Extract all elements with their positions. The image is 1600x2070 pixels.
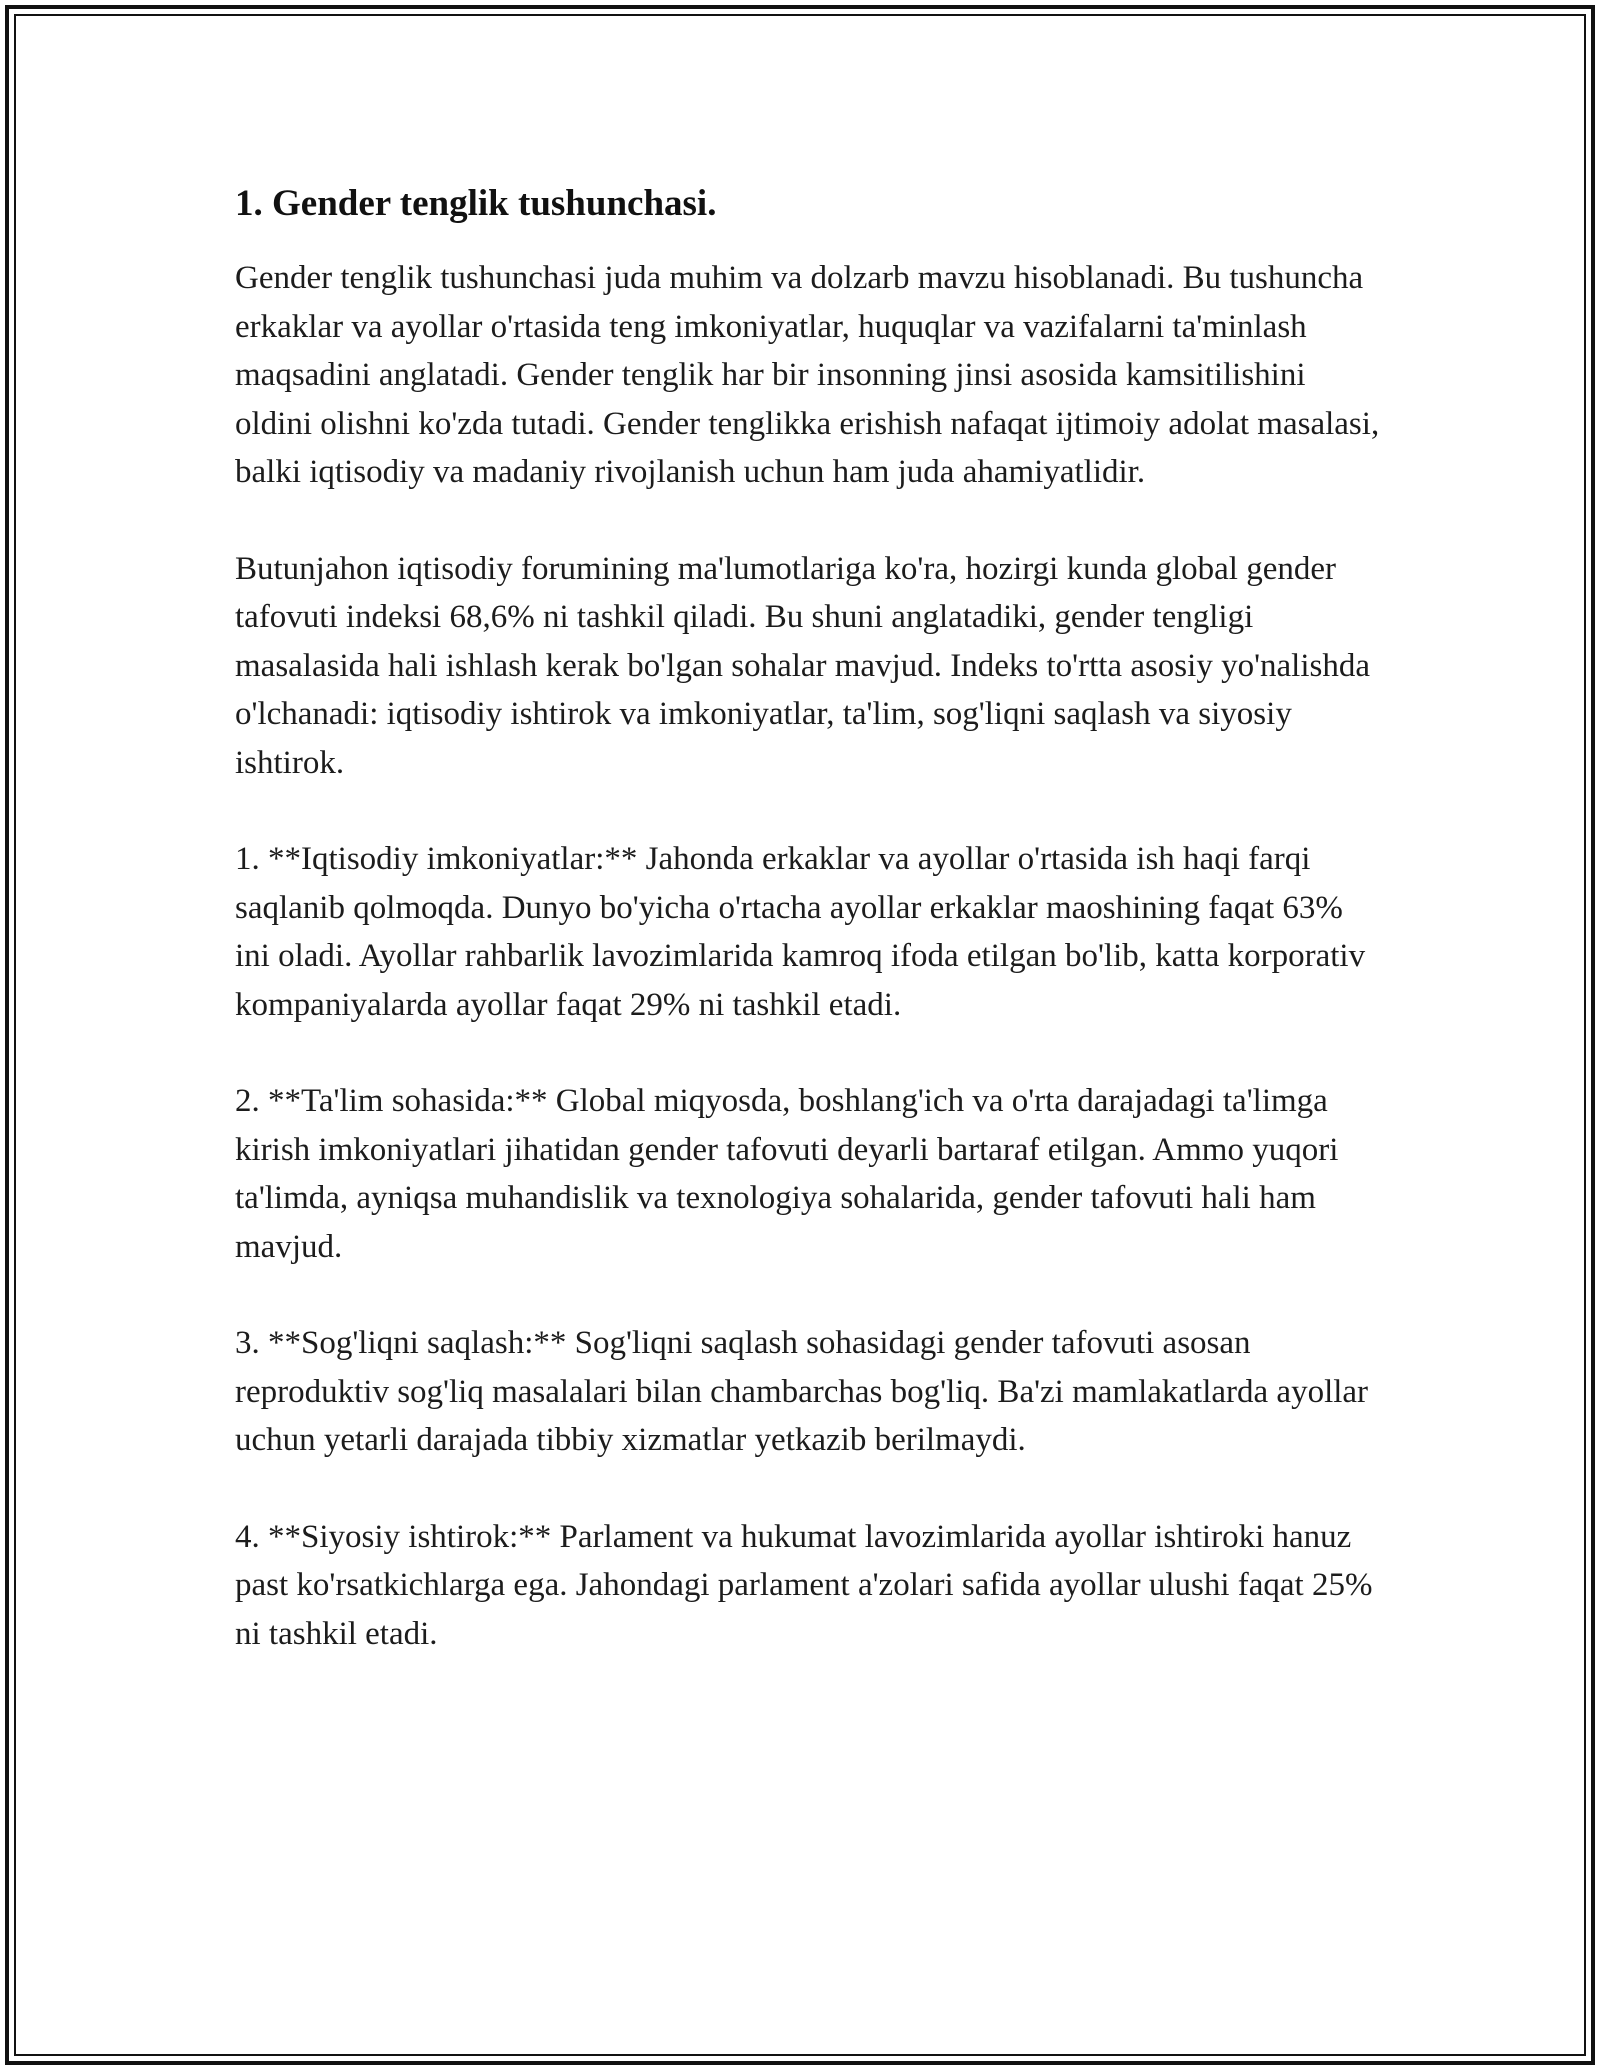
list-item-health: 3. **Sog'liqni saqlash:** Sog'liqni saqlash sohasidagi gender tafovuti asosan reproduktiv sog'liq masalalari bilan chambarchas bog'liq. Ba'zi mamlakatlarda ayollar uchun yetarli darajada tibbiy xizmatlar yetkazib berilmaydi. (235, 1325, 1369, 1459)
document-body (235, 180, 1385, 1706)
section-heading: 1. Gender tenglik tushunchasi. (235, 183, 717, 224)
paragraph-intro: Gender tenglik tushunchasi juda muhim va dolzarb mavzu hisoblanadi. Bu tushuncha erkaklar va ayollar o'rtasida teng imkoniyatlar, huquqlar va vazifalarni ta'minlash maqsadini anglatadi. Gender tenglik har bir insonning jinsi asosida kamsitilishini oldini olishni ko'zda tutadi. Gender tenglikka erishish nafaqat ijtimoiy adolat masalasi, balki iqtisodiy va madaniy rivojlanish uchun ham juda ahamiyatlidir. (235, 260, 1380, 491)
paragraph-wef-index: Butunjahon iqtisodiy forumining ma'lumotlariga ko'ra, hozirgi kunda global gender tafovuti indeksi 68,6% ni tashkil qiladi. Bu shuni anglatadiki, gender tengligi masalasida hali ishlash kerak bo'lgan sohalar mavjud. Indeks to'rtta asosiy yo'nalishda o'lchanadi: iqtisodiy ishtirok va imkoniyatlar, ta'lim, sog'liqni saqlash va siyosiy ishtirok. (235, 550, 1370, 781)
list-item-economic: 1. **Iqtisodiy imkoniyatlar:** Jahonda erkaklar va ayollar o'rtasida ish haqi farqi saqlanib qolmoqda. Dunyo bo'yicha o'rtacha ayollar erkaklar maoshining faqat 63% ini oladi. Ayollar rahbarlik lavozimlarida kamroq ifoda etilgan bo'lib, katta korporativ kompaniyalarda ayollar faqat 29% ni tashkil etadi. (235, 841, 1366, 1023)
list-item-education: 2. **Ta'lim sohasida:** Global miqyosda, boshlang'ich va o'rta darajadagi ta'limga kirish imkoniyatlari jihatidan gender tafovuti deyarli bartaraf etilgan. Ammo yuqori ta'limda, ayniqsa muhandislik va texnologiya sohalarida, gender tafovuti hali ham mavjud. (235, 1083, 1339, 1265)
list-item-politics: 4. **Siyosiy ishtirok:** Parlament va hukumat lavozimlarida ayollar ishtiroki hanuz past ko'rsatkichlarga ega. Jahondagi parlament a'zolari safida ayollar ulushi faqat 25% ni tashkil etadi. (235, 1518, 1373, 1652)
